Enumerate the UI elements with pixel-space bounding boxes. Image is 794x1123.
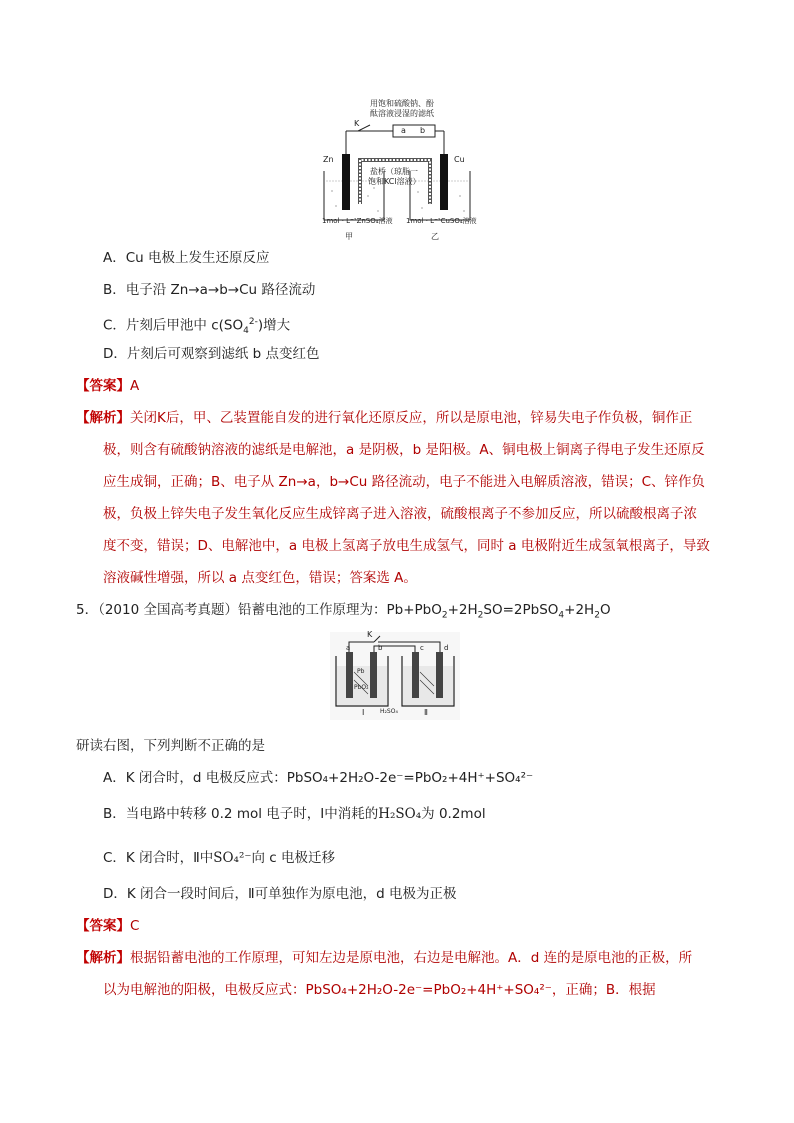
fig2-label-ii: Ⅱ bbox=[424, 708, 428, 717]
fig1-bridge-line2: 饱和KCl溶液） bbox=[368, 177, 421, 186]
fig2-h2so4-label: H₂SO₄ bbox=[380, 708, 398, 715]
analysis-label-2: 【解析】 bbox=[76, 950, 130, 966]
q5-answer-value: C bbox=[130, 918, 140, 934]
q5-option-c bbox=[103, 848, 335, 868]
fig2-pb-label: Pb bbox=[357, 668, 365, 675]
analysis-label: 【解析】 bbox=[76, 410, 130, 426]
figure-galvanic-cell bbox=[318, 96, 478, 230]
q5-stem-mid3: +2H bbox=[564, 602, 595, 618]
fig1-caption-line1: 用饱和硫酸钠、酚 bbox=[370, 99, 434, 108]
fig1-label-jia: 甲 bbox=[345, 232, 353, 241]
q5-option-b bbox=[103, 804, 486, 824]
q4-analysis-line-3: 应生成铜，正确；B、电子从 Zn→a，b→Cu 路径流动，电子不能进入电解质溶液，错误；C、锌作负 bbox=[103, 474, 706, 490]
fig1-solution-right: 1mol · L⁻¹CuSO₄溶液 bbox=[406, 217, 477, 225]
figure-lead-acid-battery bbox=[330, 632, 460, 720]
fig1-point-b: b bbox=[420, 126, 426, 135]
fig1-cu-label: Cu bbox=[454, 155, 465, 164]
q4-answer-row bbox=[76, 376, 139, 396]
fig2-switch-k: K bbox=[367, 630, 373, 639]
q4-option-c-post: )增大 bbox=[257, 317, 291, 334]
q5-stem-post: O bbox=[599, 602, 611, 618]
q4-answer-value: A bbox=[130, 378, 140, 394]
fig1-switch-k: K bbox=[354, 119, 360, 128]
q4-analysis-line-6: 溶液碱性增强，所以 a 点变红色，错误；答案选 A。 bbox=[103, 570, 417, 586]
q4-analysis-line-2: 极，则含有硫酸钠溶液的滤纸是电解池，a 是阴极，b 是阳极。A、铜电极上铜离子得电子发生还原反 bbox=[103, 442, 705, 458]
q4-option-d: D．片刻后可观察到滤纸 b 点变红色 bbox=[103, 346, 320, 362]
q4-analysis-text-1: 关闭K后，甲、乙装置能自发的进行氧化还原反应，所以是原电池，锌易失电子作负极，铜作正 bbox=[130, 410, 693, 426]
q5-analysis-text-1: 根据铅蓄电池的工作原理，可知左边是原电池，右边是电解池。A．d 连的是原电池的正极，所 bbox=[130, 950, 693, 966]
q5-option-d: D．K 闭合一段时间后，Ⅱ可单独作为原电池，d 电极为正极 bbox=[103, 886, 457, 902]
fig2-label-i: Ⅰ bbox=[362, 708, 365, 717]
q5-option-b-pre: B．当电路中转移 0.2 mol 电子时，Ⅰ中消耗的 bbox=[103, 806, 379, 822]
fig2-electrode-c: c bbox=[420, 644, 424, 652]
q5-stem-pre: 5．（2010 全国高考真题）铅蓄电池的工作原理为：Pb+PbO bbox=[76, 602, 442, 618]
fig1-bridge-line1: 盐桥（琼脂一 bbox=[370, 167, 418, 176]
answer-label: 【答案】 bbox=[76, 378, 130, 394]
q4-analysis-line-5: 度不变，错误；D、电解池中，a 电极上氢离子放电生成氢气，同时 a 电极附近生成氢氧根离子，导致 bbox=[103, 538, 710, 554]
fig1-label-yi: 乙 bbox=[431, 232, 439, 241]
fig1-zn-label: Zn bbox=[323, 155, 334, 164]
q4-option-c: C．片刻后甲池中 $c(SO_4^{2-})$增大 bbox=[103, 317, 291, 337]
q5-option-c-post: 向 c 电极迁移 bbox=[251, 850, 335, 866]
fig2-electrode-d: d bbox=[444, 644, 449, 652]
q4-option-b: B．电子沿 Zn→a→b→Cu 路径流动 bbox=[103, 282, 316, 298]
q5-stem-mid2: SO=2PbSO bbox=[483, 602, 559, 618]
q5-analysis-line-2: 以为电解池的阳极，电极反应式：PbSO₄+2H₂O-2e⁻=PbO₂+4H⁺+SO₄²⁻，正确；B．根据 bbox=[103, 982, 656, 998]
q5-answer-row bbox=[76, 916, 139, 936]
q4-option-c-pre: C．片刻后甲池中 c(SO bbox=[103, 317, 244, 334]
q5-stem: 5．（2010 全国高考真题）铅蓄电池的工作原理为：$Pb+PbO_2+2H_2SO=2PbSO_4+2H_2O$ bbox=[76, 602, 611, 621]
q5-option-b-post: 为 0.2mol bbox=[421, 806, 486, 822]
fig1-point-a: a bbox=[401, 126, 406, 135]
answer-label-2: 【答案】 bbox=[76, 918, 130, 934]
q5-option-a: A．K 闭合时，d 电极反应式：PbSO₄+2H₂O-2e⁻=PbO₂+4H⁺+SO₄²⁻ bbox=[103, 770, 534, 786]
fig2-pbo2-label: PbO₂ bbox=[354, 684, 369, 691]
q5-read-prompt: 研读右图，下列判断不正确的是 bbox=[76, 738, 265, 754]
fig2-electrode-b: b bbox=[378, 644, 383, 652]
q5-option-c-pre: C．K 闭合时，Ⅱ中 bbox=[103, 850, 214, 866]
q5-stem-mid1: +2H bbox=[447, 602, 478, 618]
fig1-caption-line2: 酞溶液浸湿的滤纸 bbox=[370, 109, 434, 118]
q4-analysis-line-4: 极，负极上锌失电子发生氧化反应生成锌离子进入溶液，硫酸根离子不参加反应，所以硫酸根离子浓 bbox=[103, 506, 697, 522]
q4-option-a: A．Cu 电极上发生还原反应 bbox=[103, 250, 270, 266]
q5-option-c-chem: SO₄²⁻ bbox=[213, 850, 252, 866]
fig1-solution-left: 1mol · L⁻¹ZnSO₄溶液 bbox=[322, 217, 393, 225]
q5-option-b-chem: H₂SO₄ bbox=[378, 806, 422, 822]
q5-analysis-line-1 bbox=[76, 948, 692, 968]
fig2-electrode-a: a bbox=[346, 644, 351, 652]
q4-analysis-line-1 bbox=[76, 408, 692, 428]
